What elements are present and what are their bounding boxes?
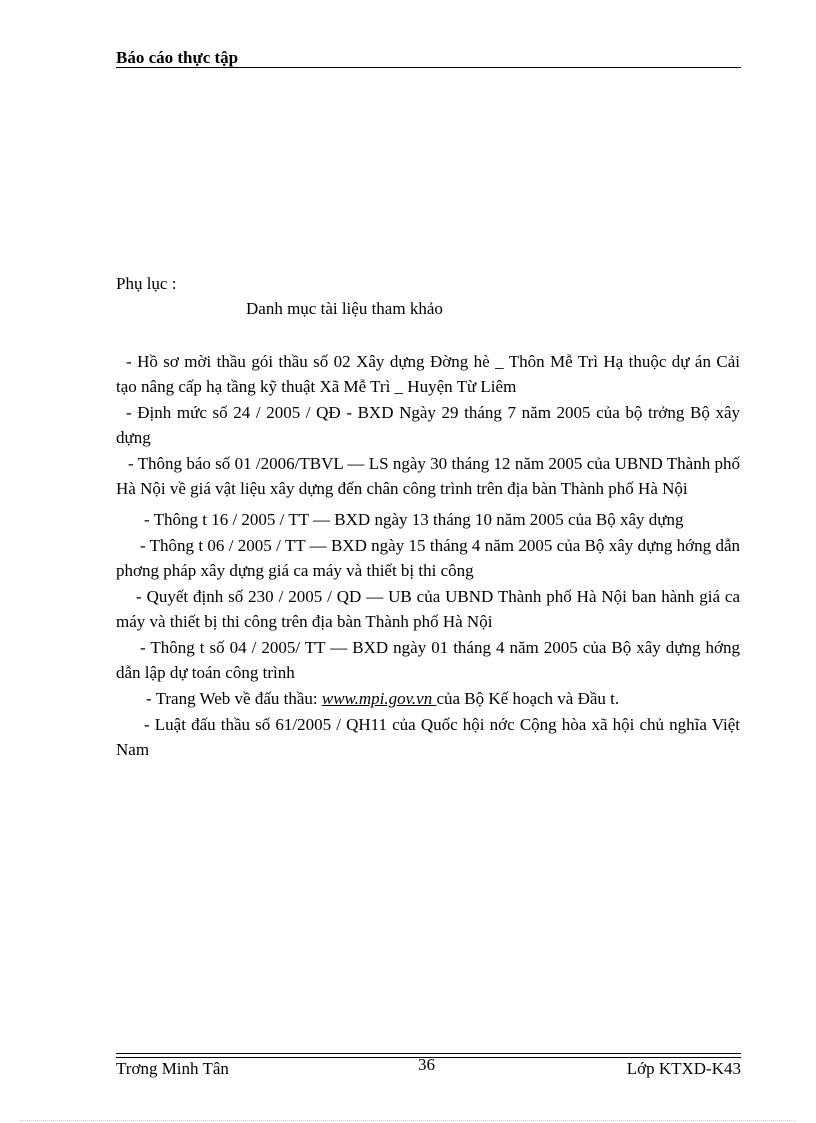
page-number: 36 (418, 1055, 435, 1074)
reference-item: - Định mức số 24 / 2005 / QĐ - BXD Ngày 29 tháng 7 năm 2005 của bộ trởng Bộ xây dựng (116, 403, 740, 447)
website-link[interactable]: www.mpi.gov.vn (321, 689, 437, 708)
reference-item: - Thông t số 04 / 2005/ TT — BXD ngày 01 tháng 4 năm 2005 của Bộ xây dựng hớng dẫn lập dự toán công trình (116, 638, 740, 682)
header-divider (116, 67, 741, 68)
reference-item: - Quyết định số 230 / 2005 / QD — UB của UBND Thành phố Hà Nội ban hành giá ca máy và thiết bị thi công trên địa bàn Thành phố Hà Nội (116, 587, 740, 631)
reference-list-title: Danh mục tài liệu tham khảo (246, 299, 443, 318)
page-edge (20, 1120, 796, 1121)
report-header: Báo cáo thực tập (116, 48, 239, 67)
footer-divider (116, 1053, 741, 1054)
reference-item: - Hồ sơ mời thầu gói thầu số 02 Xây dựng Đờng hè _ Thôn Mễ Trì Hạ thuộc dự án Cải tạo nâng cấp hạ tầng kỹ thuật Xã Mễ Trì _ Huyện Từ Liêm (116, 352, 740, 396)
footer-class: Lớp KTXD-K43 (626, 1059, 741, 1078)
reference-item: - Thông báo số 01 /2006/TBVL — LS ngày 30 tháng 12 năm 2005 của UBND Thành phố Hà Nội về giá vật liệu xây dựng đến chân công trình trên địa bàn Thành phố Hà Nội (116, 454, 740, 498)
reference-item-prefix: - Trang Web về đấu thầu: (146, 689, 322, 708)
reference-item (116, 686, 740, 711)
reference-item: - Luật đấu thầu số 61/2005 / QH11 của Quốc hội nớc Cộng hòa xã hội chủ nghĩa Việt Nam (116, 715, 740, 759)
reference-item-suffix: của Bộ Kế hoạch và Đầu t. (436, 689, 620, 708)
reference-list (116, 349, 740, 762)
footer-author: Trơng Minh Tân (116, 1059, 229, 1078)
reference-item: - Thông t 16 / 2005 / TT — BXD ngày 13 tháng 10 năm 2005 của Bộ xây dựng (144, 510, 684, 529)
reference-item: - Thông t 06 / 2005 / TT — BXD ngày 15 tháng 4 năm 2005 của Bộ xây dựng hớng dẫn phơng pháp xây dựng giá ca máy và thiết bị thi công (116, 536, 740, 580)
appendix-label: Phụ lục : (116, 274, 177, 293)
